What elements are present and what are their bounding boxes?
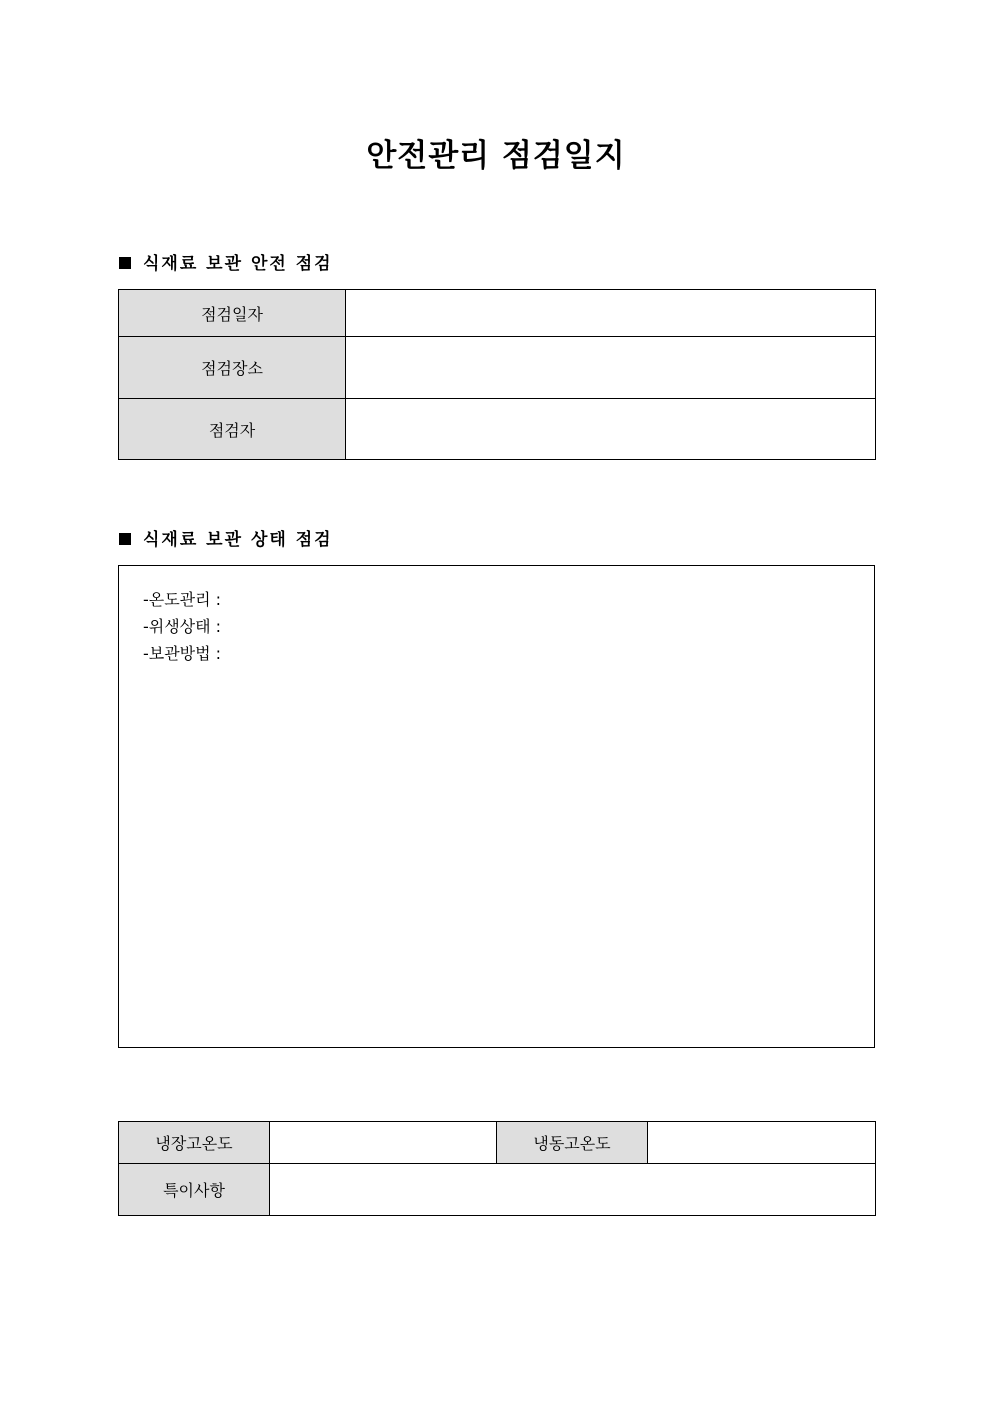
document-title: 안전관리 점검일지 bbox=[366, 138, 626, 174]
inspection-place-field[interactable] bbox=[346, 337, 876, 399]
section-heading-text: 식재료 보관 안전 점검 bbox=[143, 254, 333, 274]
condition-checklist bbox=[143, 586, 221, 667]
storage-method-line: -보관방법 : bbox=[143, 644, 222, 663]
section-heading-text: 식재료 보관 상태 점검 bbox=[143, 530, 333, 550]
table-row bbox=[119, 290, 876, 337]
freezer-temp-field[interactable] bbox=[648, 1122, 876, 1164]
table-row bbox=[119, 1122, 876, 1164]
storage-condition-box[interactable] bbox=[118, 565, 875, 1048]
freezer-temp-label: 냉동고온도 bbox=[497, 1122, 648, 1164]
inspection-place-label: 점검장소 bbox=[119, 337, 346, 399]
inspector-label: 점검자 bbox=[119, 399, 346, 460]
temperature-table bbox=[118, 1121, 876, 1216]
inspection-date-label: 점검일자 bbox=[119, 290, 346, 337]
inspection-info-table bbox=[118, 289, 876, 460]
fridge-temp-field[interactable] bbox=[270, 1122, 497, 1164]
table-row bbox=[119, 337, 876, 399]
section-heading-storage-safety bbox=[119, 253, 333, 275]
table-row bbox=[119, 399, 876, 460]
temperature-management-line: -온도관리 : bbox=[143, 590, 222, 609]
inspector-field[interactable] bbox=[346, 399, 876, 460]
notes-field[interactable] bbox=[270, 1164, 876, 1216]
square-bullet-icon bbox=[119, 257, 131, 269]
notes-label: 특이사항 bbox=[119, 1164, 270, 1216]
inspection-date-field[interactable] bbox=[346, 290, 876, 337]
hygiene-status-line: -위생상태 : bbox=[143, 617, 222, 636]
section-heading-storage-condition bbox=[119, 529, 333, 551]
fridge-temp-label: 냉장고온도 bbox=[119, 1122, 270, 1164]
table-row bbox=[119, 1164, 876, 1216]
square-bullet-icon bbox=[119, 533, 131, 545]
